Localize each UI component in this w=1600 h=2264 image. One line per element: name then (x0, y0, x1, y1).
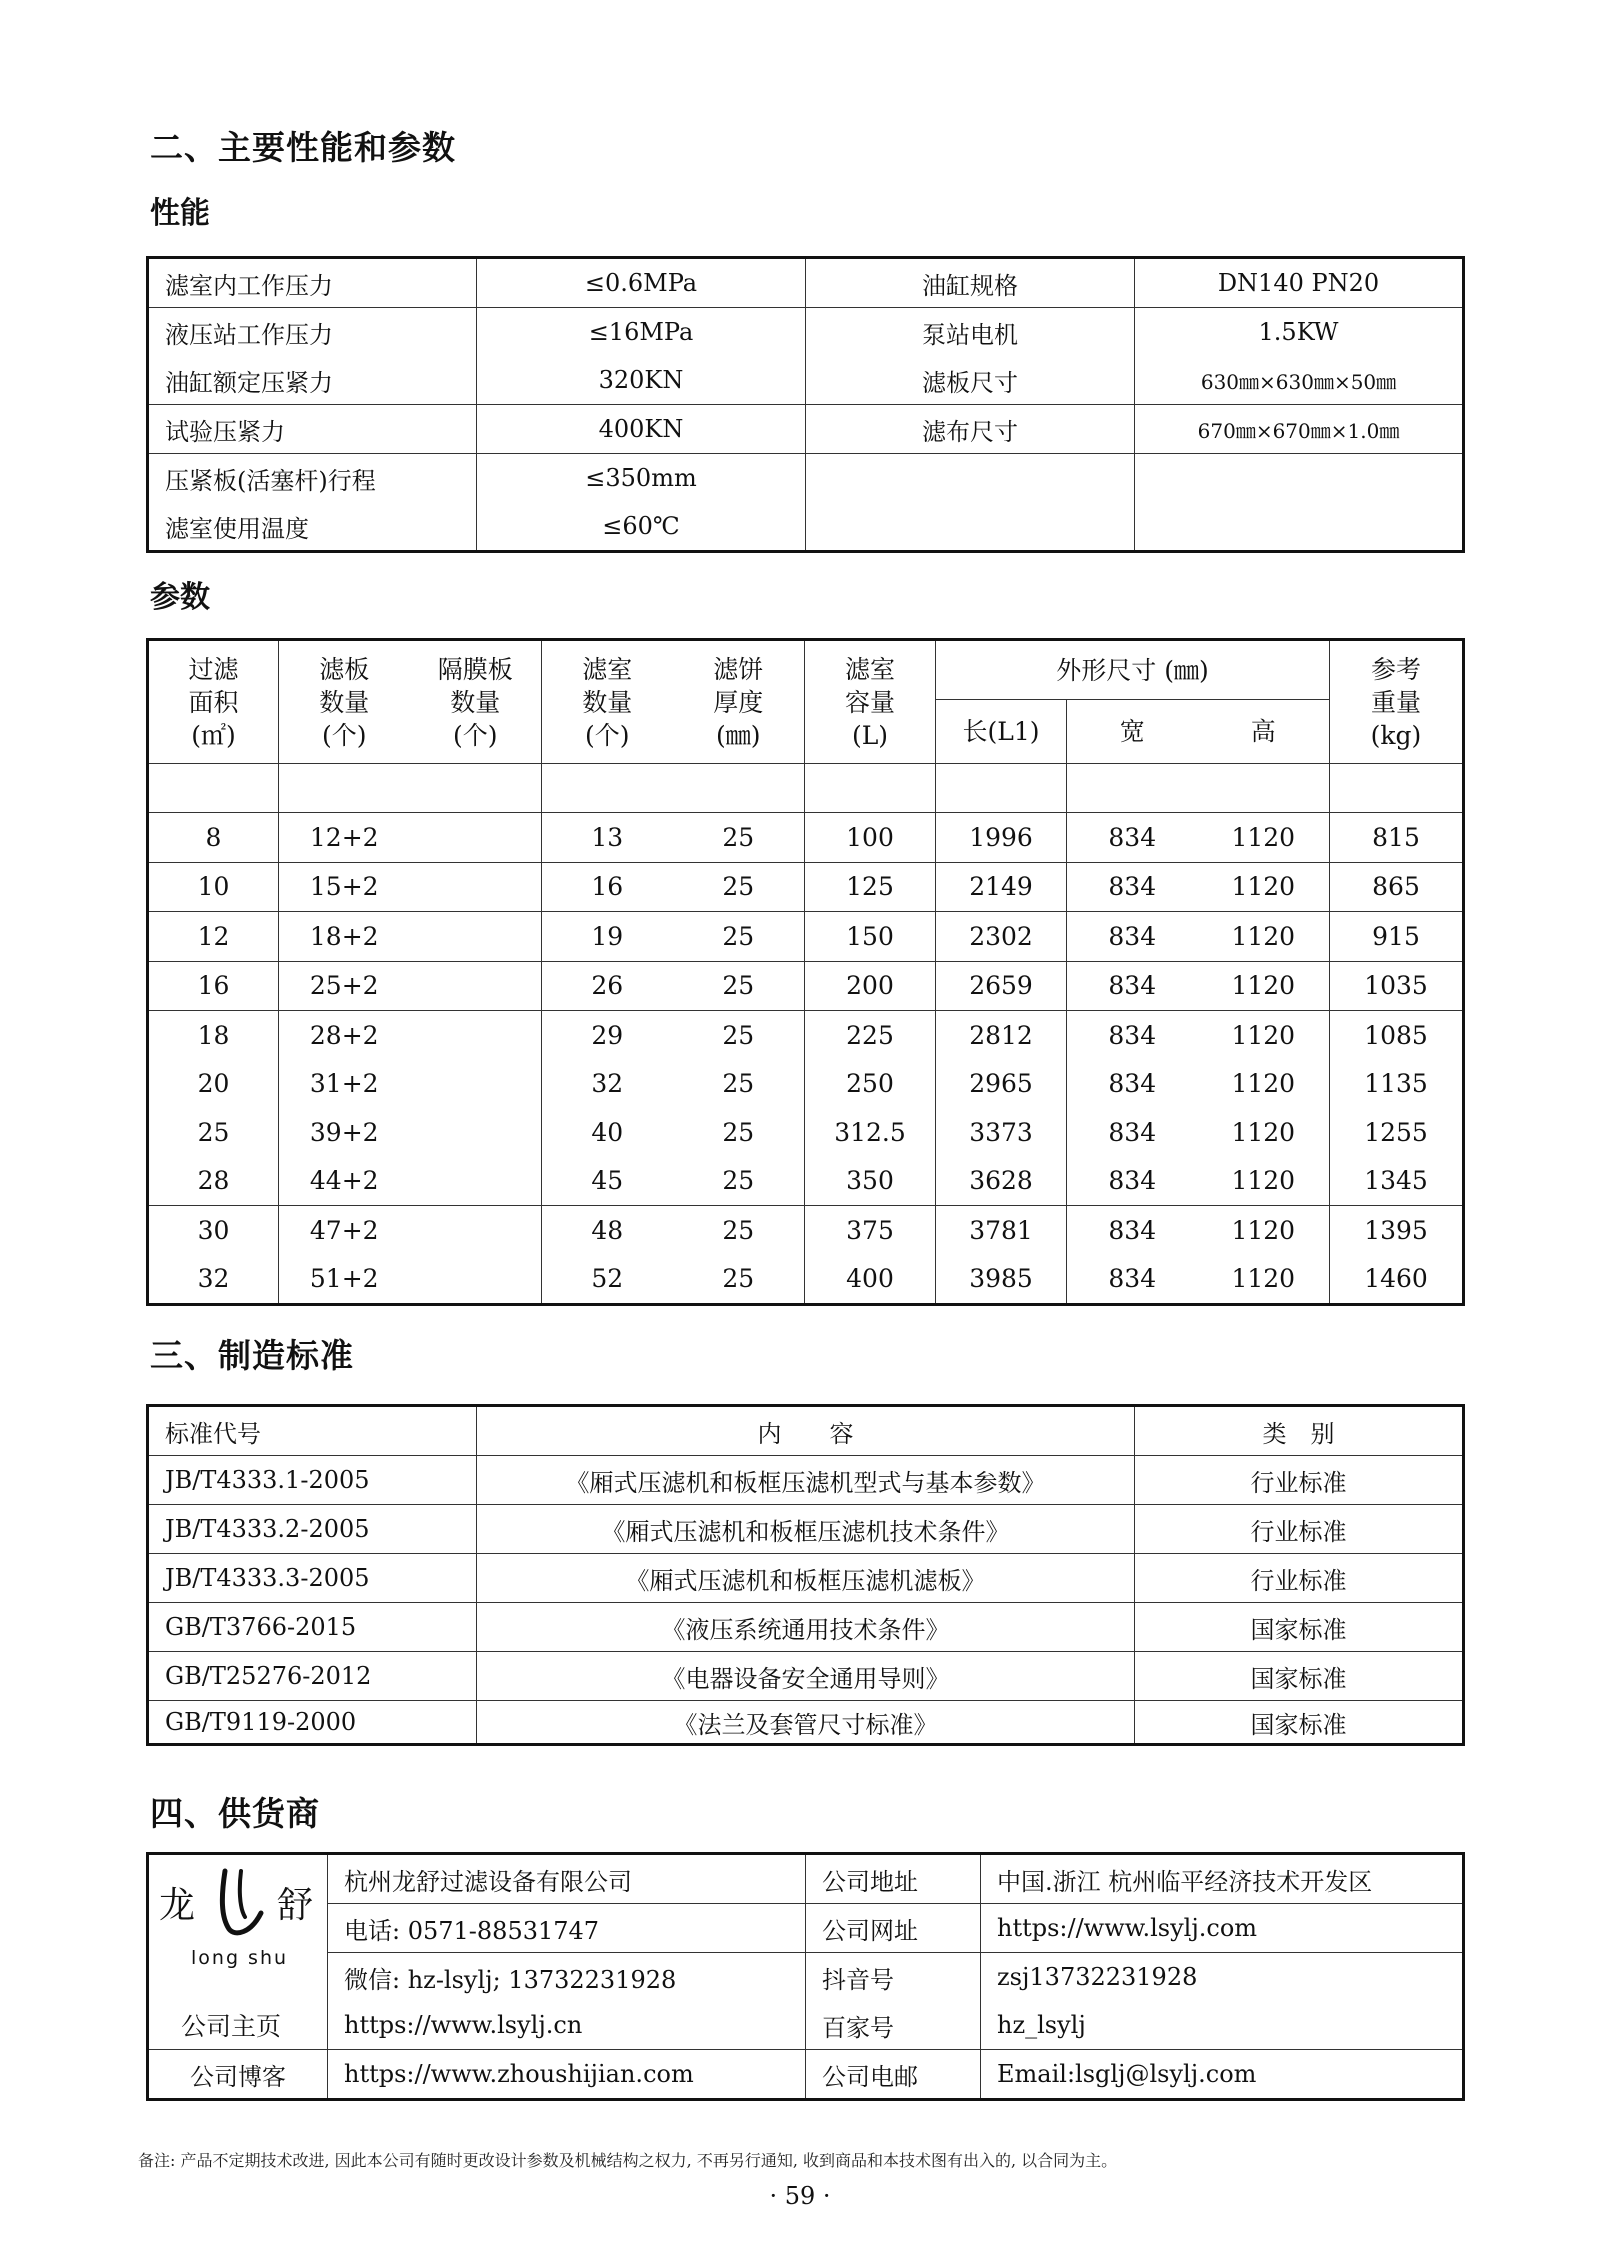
table-cell: 20 (148, 1060, 279, 1109)
parameters-title: 参数 (150, 580, 210, 615)
standard-category: 国家标准 (1135, 1701, 1464, 1745)
table-cell: 834 (1067, 813, 1198, 863)
phone: 电话: 0571-88531747 (328, 1904, 806, 1953)
table-row (148, 1854, 1464, 1904)
logo-mark-icon (211, 1867, 275, 1939)
header-line: 数量 (582, 687, 633, 717)
table-cell: 200 (805, 961, 936, 1011)
table-cell: 834 (1067, 1011, 1198, 1060)
header-line: 容量 (844, 687, 895, 717)
table-cell: 350 (805, 1157, 936, 1206)
standard-content: 《厢式压滤机和板框压滤机型式与基本参数》 (477, 1456, 1135, 1505)
header-line: (㎜) (715, 720, 761, 750)
table-cell: 52 (542, 1255, 673, 1305)
wechat: 微信: hz-lsylj; 13732231928 (328, 1953, 806, 2002)
header-line: 滤室 (844, 654, 895, 684)
table-cell: 834 (1067, 1255, 1198, 1305)
table-cell: 25 (673, 813, 805, 863)
header-content: 内 容 (477, 1406, 1135, 1456)
table-cell: 40 (542, 1108, 673, 1157)
table-row (148, 454, 1464, 503)
table-cell: 试验压紧力 (148, 405, 477, 454)
table-cell (279, 764, 410, 813)
table-row (148, 1108, 1464, 1157)
standard-content: 《液压系统通用技术条件》 (477, 1603, 1135, 1652)
table-cell (542, 764, 673, 813)
table-row (148, 1603, 1464, 1652)
header-line: 数量 (450, 687, 501, 717)
header-line: 滤饼 (713, 654, 764, 684)
supplier-table (146, 1852, 1465, 2101)
section-title-standards: 三、制造标准 (150, 1336, 354, 1375)
standard-category: 行业标准 (1135, 1456, 1464, 1505)
table-header-row (148, 1406, 1464, 1456)
table-row (148, 1255, 1464, 1305)
table-cell: 1120 (1198, 1011, 1330, 1060)
standard-code: JB/T4333.1-2005 (148, 1456, 477, 1505)
table-cell: 834 (1067, 912, 1198, 962)
table-row (148, 405, 1464, 454)
table-cell: 51+2 (279, 1255, 410, 1305)
table-row (148, 1652, 1464, 1701)
table-cell: 18 (148, 1011, 279, 1060)
table-cell: 2812 (936, 1011, 1067, 1060)
performance-title: 性能 (150, 196, 210, 231)
table-cell: 25 (673, 862, 805, 912)
page-number: · 59 · (769, 2182, 831, 2210)
table-cell: 25 (673, 1157, 805, 1206)
table-cell: 225 (805, 1011, 936, 1060)
header-line: (㎡) (191, 720, 236, 750)
table-cell (410, 1206, 542, 1255)
table-cell (410, 862, 542, 912)
header-area (148, 640, 279, 764)
standard-code: JB/T4333.2-2005 (148, 1505, 477, 1554)
table-row (148, 1904, 1464, 1953)
table-cell (1135, 454, 1464, 503)
logo-english: long shu (191, 1947, 289, 1969)
table-cell: 45 (542, 1157, 673, 1206)
table-cell: 滤板尺寸 (806, 356, 1135, 405)
table-cell: 834 (1067, 862, 1198, 912)
table-cell: 液压站工作压力 (148, 308, 477, 357)
logo-char-right: 舒 (277, 1885, 314, 1926)
table-cell (806, 454, 1135, 503)
header-line: (kg) (1370, 720, 1422, 750)
table-cell: 1345 (1330, 1157, 1464, 1206)
table-cell: 1255 (1330, 1108, 1464, 1157)
table-cell (410, 961, 542, 1011)
table-cell: 47+2 (279, 1206, 410, 1255)
header-line: (L) (851, 720, 889, 750)
table-cell: 1120 (1198, 1206, 1330, 1255)
header-line: 滤板 (319, 654, 370, 684)
header-line: (个) (584, 720, 630, 750)
table-cell: 1996 (936, 813, 1067, 863)
address-value: 中国.浙江 杭州临平经济技术开发区 (981, 1854, 1464, 1904)
table-cell: 834 (1067, 961, 1198, 1011)
header-category: 类 别 (1135, 1406, 1464, 1456)
table-cell: 1120 (1198, 1255, 1330, 1305)
email-label: 公司电邮 (806, 2050, 981, 2100)
table-cell: 400 (805, 1255, 936, 1305)
table-cell: 815 (1330, 813, 1464, 863)
homepage-link[interactable]: https://www.lsylj.cn (328, 2001, 806, 2050)
header-diaphragm (410, 640, 542, 764)
table-cell: 2302 (936, 912, 1067, 962)
table-cell: 32 (542, 1060, 673, 1109)
table-cell: 26 (542, 961, 673, 1011)
table-cell (1330, 764, 1464, 813)
table-cell: 1120 (1198, 813, 1330, 863)
baijia-label: 百家号 (806, 2001, 981, 2050)
table-cell: 25 (673, 1206, 805, 1255)
table-cell: 25 (673, 1011, 805, 1060)
table-cell: 375 (805, 1206, 936, 1255)
table-cell: 13 (542, 813, 673, 863)
standard-code: GB/T25276-2012 (148, 1652, 477, 1701)
table-cell: 28 (148, 1157, 279, 1206)
table-cell: 1135 (1330, 1060, 1464, 1109)
table-cell (410, 912, 542, 962)
company-logo (149, 1855, 327, 2041)
table-cell: 865 (1330, 862, 1464, 912)
header-length: 长(L1) (936, 700, 1067, 764)
table-row (148, 1554, 1464, 1603)
table-cell (1198, 764, 1330, 813)
table-row (148, 258, 1464, 308)
header-line: (个) (452, 720, 498, 750)
table-row (148, 308, 1464, 357)
table-cell: 1085 (1330, 1011, 1464, 1060)
header-cake (673, 640, 805, 764)
table-cell: 25 (673, 1255, 805, 1305)
header-line: 过滤 (188, 654, 239, 684)
table-row (148, 813, 1464, 863)
table-row (148, 1505, 1464, 1554)
table-row (148, 961, 1464, 1011)
table-cell: 250 (805, 1060, 936, 1109)
website-label: 公司网址 (806, 1904, 981, 1953)
table-cell (806, 502, 1135, 552)
standard-content: 《电器设备安全通用导则》 (477, 1652, 1135, 1701)
table-cell: 29 (542, 1011, 673, 1060)
table-cell: 1035 (1330, 961, 1464, 1011)
table-cell: 2965 (936, 1060, 1067, 1109)
table-cell: 834 (1067, 1206, 1198, 1255)
header-line: 数量 (319, 687, 370, 717)
table-cell: 125 (805, 862, 936, 912)
header-chambers (542, 640, 673, 764)
table-cell: 25 (673, 912, 805, 962)
table-cell (410, 1157, 542, 1206)
table-cell: 12+2 (279, 813, 410, 863)
table-cell: 1120 (1198, 961, 1330, 1011)
table-cell: 30 (148, 1206, 279, 1255)
table-cell: 100 (805, 813, 936, 863)
table-cell: ≤60℃ (477, 502, 806, 552)
header-line: 参考 (1370, 654, 1421, 684)
table-cell (410, 1255, 542, 1305)
homepage-label: 公司主页 (181, 2012, 282, 2041)
table-cell: 2149 (936, 862, 1067, 912)
baijia-value: hz_lsylj (981, 2001, 1464, 2050)
logo-cell (148, 1854, 328, 2050)
standards-table (146, 1404, 1465, 1746)
standard-category: 国家标准 (1135, 1652, 1464, 1701)
table-cell: ≤16MPa (477, 308, 806, 357)
table-cell: 25 (148, 1108, 279, 1157)
table-cell: 150 (805, 912, 936, 962)
table-cell: 1120 (1198, 912, 1330, 962)
table-cell: 25 (673, 1060, 805, 1109)
table-row (148, 862, 1464, 912)
table-cell: ≤350mm (477, 454, 806, 503)
performance-table (146, 256, 1465, 553)
table-cell: 滤室使用温度 (148, 502, 477, 552)
table-cell: 44+2 (279, 1157, 410, 1206)
table-cell (148, 764, 279, 813)
header-code: 标准代号 (148, 1406, 477, 1456)
table-cell: 油缸规格 (806, 258, 1135, 308)
table-cell: 25+2 (279, 961, 410, 1011)
section-title-supplier: 四、供货商 (150, 1794, 320, 1833)
table-cell (1067, 764, 1198, 813)
table-cell: 8 (148, 813, 279, 863)
table-cell: 10 (148, 862, 279, 912)
standard-category: 国家标准 (1135, 1603, 1464, 1652)
table-cell: 834 (1067, 1108, 1198, 1157)
table-cell: 1120 (1198, 1157, 1330, 1206)
table-cell: 1120 (1198, 1060, 1330, 1109)
table-cell: 19 (542, 912, 673, 962)
table-header-row (148, 640, 1464, 700)
table-cell (673, 764, 805, 813)
header-weight (1330, 640, 1464, 764)
table-row (148, 2050, 1464, 2100)
table-cell: DN140 PN20 (1135, 258, 1464, 308)
header-line: 隔膜板 (437, 654, 513, 684)
blog-label: 公司博客 (148, 2050, 328, 2100)
table-cell: 31+2 (279, 1060, 410, 1109)
table-cell (1135, 502, 1464, 552)
standard-code: GB/T3766-2015 (148, 1603, 477, 1652)
table-cell: 1120 (1198, 1108, 1330, 1157)
footnote: 备注: 产品不定期技术改进, 因此本公司有随时更改设计参数及机械结构之权力, 不再另行通知, 收到商品和本技术图有出入的, 以合同为主。 (138, 2151, 1118, 2170)
table-cell: 16 (148, 961, 279, 1011)
logo-char-left: 龙 (159, 1885, 196, 1926)
table-row (148, 1157, 1464, 1206)
table-cell: 压紧板(活塞杆)行程 (148, 454, 477, 503)
standard-content: 《厢式压滤机和板框压滤机技术条件》 (477, 1505, 1135, 1554)
table-cell: 48 (542, 1206, 673, 1255)
table-cell: 320KN (477, 356, 806, 405)
table-row (148, 2001, 1464, 2050)
parameters-table (146, 638, 1465, 1306)
table-row (148, 1456, 1464, 1505)
table-cell: 1460 (1330, 1255, 1464, 1305)
website-link[interactable]: https://www.lsylj.com (981, 1904, 1464, 1953)
table-cell: 18+2 (279, 912, 410, 962)
douyin-value: zsj13732231928 (981, 1953, 1464, 2002)
table-cell: 1120 (1198, 862, 1330, 912)
header-line: 滤室 (582, 654, 633, 684)
table-cell (410, 1108, 542, 1157)
standard-code: GB/T9119-2000 (148, 1701, 477, 1745)
table-row (148, 1011, 1464, 1060)
table-row (148, 912, 1464, 962)
table-row (148, 1060, 1464, 1109)
standard-code: JB/T4333.3-2005 (148, 1554, 477, 1603)
header-plates (279, 640, 410, 764)
table-cell: 630㎜×630㎜×50㎜ (1135, 356, 1464, 405)
table-cell: 3781 (936, 1206, 1067, 1255)
table-row (148, 1701, 1464, 1745)
table-row (148, 1206, 1464, 1255)
company-name: 杭州龙舒过滤设备有限公司 (328, 1854, 806, 1904)
table-cell: 32 (148, 1255, 279, 1305)
header-height: 高 (1198, 700, 1330, 764)
table-cell: 25 (673, 961, 805, 1011)
email-link[interactable]: Email:lsglj@lsylj.com (981, 2050, 1464, 2100)
table-cell: 3985 (936, 1255, 1067, 1305)
section-title-performance-params: 二、主要性能和参数 (150, 128, 456, 167)
table-cell (805, 764, 936, 813)
table-cell: 670㎜×670㎜×1.0㎜ (1135, 405, 1464, 454)
table-cell: 15+2 (279, 862, 410, 912)
table-row-empty (148, 764, 1464, 813)
header-dimensions: 外形尺寸 (㎜) (936, 640, 1330, 700)
table-row (148, 356, 1464, 405)
table-cell: 3628 (936, 1157, 1067, 1206)
standard-category: 行业标准 (1135, 1554, 1464, 1603)
header-line: (个) (321, 720, 367, 750)
table-cell: 915 (1330, 912, 1464, 962)
douyin-label: 抖音号 (806, 1953, 981, 2002)
standard-category: 行业标准 (1135, 1505, 1464, 1554)
table-cell (410, 764, 542, 813)
table-cell (936, 764, 1067, 813)
table-cell: 2659 (936, 961, 1067, 1011)
table-cell: 12 (148, 912, 279, 962)
table-cell: 16 (542, 862, 673, 912)
table-cell: ≤0.6MPa (477, 258, 806, 308)
table-cell: 312.5 (805, 1108, 936, 1157)
header-volume (805, 640, 936, 764)
table-row (148, 1953, 1464, 2002)
header-width: 宽 (1067, 700, 1198, 764)
table-cell: 1395 (1330, 1206, 1464, 1255)
table-cell: 油缸额定压紧力 (148, 356, 477, 405)
table-cell: 滤布尺寸 (806, 405, 1135, 454)
table-cell: 1.5KW (1135, 308, 1464, 357)
table-row (148, 502, 1464, 552)
table-cell: 834 (1067, 1060, 1198, 1109)
header-line: 重量 (1370, 687, 1421, 717)
table-cell: 39+2 (279, 1108, 410, 1157)
table-cell: 834 (1067, 1157, 1198, 1206)
table-cell: 泵站电机 (806, 308, 1135, 357)
header-line: 厚度 (713, 687, 764, 717)
blog-link[interactable]: https://www.zhoushijian.com (328, 2050, 806, 2100)
table-cell: 400KN (477, 405, 806, 454)
table-cell (410, 1011, 542, 1060)
table-cell: 25 (673, 1108, 805, 1157)
standard-content: 《法兰及套管尺寸标准》 (477, 1701, 1135, 1745)
table-cell (410, 813, 542, 863)
standard-content: 《厢式压滤机和板框压滤机滤板》 (477, 1554, 1135, 1603)
table-cell: 28+2 (279, 1011, 410, 1060)
address-label: 公司地址 (806, 1854, 981, 1904)
table-cell: 滤室内工作压力 (148, 258, 477, 308)
header-line: 面积 (188, 687, 239, 717)
table-cell (410, 1060, 542, 1109)
table-cell: 3373 (936, 1108, 1067, 1157)
